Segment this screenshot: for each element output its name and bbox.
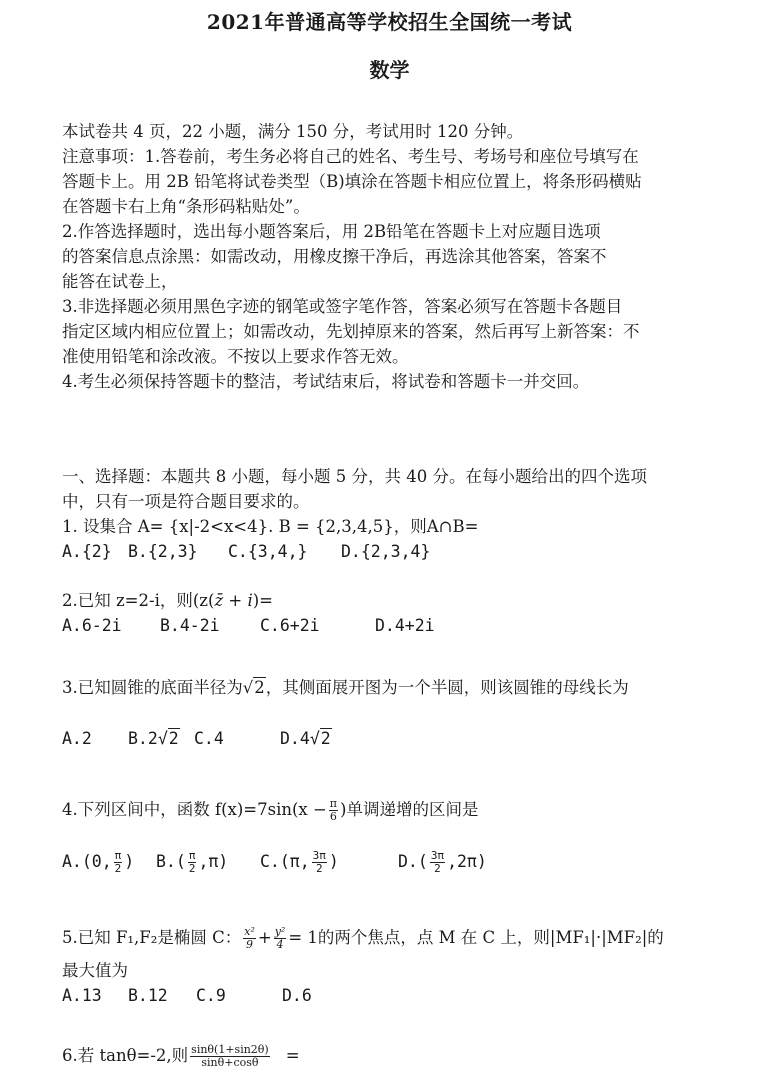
- q3-option-b: [128, 728, 194, 749]
- q4-d-pre: D.(: [398, 852, 428, 871]
- q4-option-d: [398, 850, 487, 875]
- q5-option-a: A.13: [62, 986, 102, 1005]
- q2-option-a: A.6-2i: [62, 616, 122, 635]
- q1-option-c: C.{3,4,}: [228, 542, 308, 561]
- q4-a-frac: [114, 850, 123, 875]
- q4-option-b: [156, 850, 260, 875]
- q5-f1-den: 9: [246, 938, 254, 951]
- q3-option-d-sqrt: √2: [309, 729, 331, 748]
- question-2-stem: [62, 591, 273, 611]
- q1-option-d: D.{2,3,4}: [341, 542, 431, 561]
- section-heading-line-2: 中，只有一项是符合题目要求的。: [62, 492, 310, 511]
- q3-option-b-pre: B.2: [128, 729, 158, 748]
- q4-c-den: 2: [315, 862, 323, 875]
- q4-stem-post: )单调递增的区间是: [340, 800, 479, 819]
- q5-option-c: C.9: [196, 986, 226, 1005]
- q5-plus: +: [257, 928, 272, 947]
- q5-f2-den: 4: [276, 938, 284, 951]
- q4-c-post: ): [328, 852, 339, 871]
- notice-line-6: 的答案信息点涂黑：如需改动，用橡皮擦干净后，再选涂其他答案，答案不: [62, 247, 607, 266]
- notice-line-9: 指定区域内相应位置上；如需改动，先划掉原来的答案，然后再写上新答案：不: [62, 322, 640, 341]
- question-5-options: [62, 986, 312, 1006]
- q5-option-d: D.6: [282, 986, 312, 1005]
- q4-b-den: 2: [188, 862, 196, 875]
- q1-option-b: B.{2,3}: [128, 542, 198, 561]
- q4-a-post: ): [124, 852, 135, 871]
- question-5-stem: [62, 926, 664, 951]
- question-2-options: [62, 616, 435, 636]
- q4-stem-pre: 4.下列区间中，函数 f(x)=7sin(x −: [62, 800, 327, 819]
- q5-frac-x: [243, 926, 256, 951]
- q4-frac-den: 6: [329, 810, 337, 823]
- notice-line-4: 在答题卡右上角“条形码粘贴处”。: [62, 197, 310, 216]
- exam-subject: 数学: [369, 58, 410, 82]
- notice-line-2: 注意事项：1.答卷前，考生务必将自己的姓名、考生号、考场号和座位号填写在: [62, 147, 639, 166]
- notice-line-10: 准使用铅笔和涂改液。不按以上要求作答无效。: [62, 347, 409, 366]
- q3-option-d: [280, 728, 332, 749]
- q1-option-a: A.{2}: [62, 542, 112, 561]
- q4-c-num: 3π: [312, 849, 326, 862]
- question-4-options: [62, 850, 487, 875]
- q6-stem-post: =: [285, 1046, 300, 1065]
- q3-option-b-sqrt: √2: [157, 729, 179, 748]
- question-6-stem: [62, 1044, 300, 1069]
- q2-option-d: D.4+2i: [375, 616, 435, 635]
- q6-frac-den: sinθ+cosθ: [201, 1056, 259, 1069]
- q3-stem-post: ，其侧面展开图为一个半圆，则该圆锥的母线长为: [265, 678, 629, 697]
- q3-stem-pre: 3.已知圆锥的底面半径为: [62, 678, 243, 697]
- q4-d-post: ,2π): [447, 852, 487, 871]
- q3-option-a: A.2: [62, 729, 92, 748]
- notice-line-3: 答题卡上。用 2B 铅笔将试卷类型（B)填涂在答题卡相应位置上，将条形码横贴: [62, 172, 642, 191]
- q4-c-frac: [312, 850, 327, 875]
- q4-option-c: [260, 850, 398, 875]
- notice-line-8: 3.非选择题必须用黑色字迹的钢笔或签字笔作答，答案必须写在答题卡各题目: [62, 297, 623, 316]
- q4-d-num: 3π: [430, 849, 445, 862]
- question-3-options: [62, 728, 332, 749]
- q4-a-num: π: [114, 849, 122, 862]
- notice-line-7: 能答在试卷上，: [62, 272, 178, 291]
- question-1-stem: 1. 设集合 A= {x|-2<x<4}. B = {2,3,4,5}，则A∩B=: [62, 517, 479, 536]
- q6-stem-pre: 6.若 tanθ=-2,则: [62, 1046, 189, 1065]
- q4-option-a: [62, 850, 156, 875]
- question-1-options: [62, 542, 430, 562]
- q4-b-num: π: [188, 849, 196, 862]
- q5-stem-post: = 1的两个焦点，点 M 在 C 上，则|MF₁|·|MF₂|的: [288, 928, 664, 947]
- q5-f2-num: y²: [274, 925, 286, 938]
- question-5-stem-line-2: 最大值为: [62, 961, 128, 980]
- q4-d-den: 2: [434, 862, 441, 875]
- section-heading-line-1: 一、选择题：本题共 8 小题，每小题 5 分，共 40 分。在每小题给出的四个选项: [62, 467, 647, 486]
- q3-sqrt-radicand: 2: [254, 678, 265, 697]
- q6-frac: [190, 1044, 270, 1069]
- q4-a-den: 2: [114, 862, 122, 875]
- q3-option-d-pre: D.4: [280, 729, 310, 748]
- q5-frac-y: [274, 926, 287, 951]
- q5-f1-num: x²: [244, 925, 255, 938]
- q2-option-b: B.4-2i: [160, 616, 220, 635]
- q4-b-frac: [188, 850, 197, 875]
- q2-stem-mid: z̄ + i: [214, 591, 253, 610]
- notice-line-1: 本试卷共 4 页，22 小题，满分 150 分，考试用时 120 分钟。: [62, 122, 524, 141]
- q4-d-frac: [430, 850, 445, 875]
- q4-a-pre: A.(0,: [62, 852, 112, 871]
- q2-stem-pre: 2.已知 z=2-i，则(z(: [62, 591, 215, 610]
- notice-line-11: 4.考生必须保持答题卡的整洁，考试结束后，将试卷和答题卡一并交回。: [62, 372, 590, 391]
- q4-stem-frac: [329, 798, 338, 823]
- q4-frac-num: π: [329, 797, 338, 810]
- question-3-stem: [62, 678, 629, 698]
- q3-option-d-radicand: 2: [320, 729, 331, 748]
- q3-sqrt: √2: [242, 678, 265, 697]
- q5-option-b: B.12: [128, 986, 168, 1005]
- q2-stem-post: )=: [252, 591, 273, 610]
- q4-c-pre: C.(π,: [260, 852, 310, 871]
- exam-title: 2021年普通高等学校招生全国统一考试: [206, 10, 573, 34]
- q2-option-c: C.6+2i: [260, 616, 320, 635]
- q6-frac-num: sinθ(1+sin2θ): [191, 1043, 269, 1056]
- q4-b-pre: B.(: [156, 852, 186, 871]
- q3-option-c: C.4: [194, 729, 224, 748]
- notice-line-5: 2.作答选择题时，选出每小题答案后，用 2B铅笔在答题卡上对应题目选项: [62, 222, 601, 241]
- question-4-stem: [62, 798, 478, 823]
- q4-b-post: ,π): [198, 852, 229, 871]
- q3-option-b-radicand: 2: [168, 729, 179, 748]
- q5-stem-pre: 5.已知 F₁,F₂是椭圆 C：: [62, 928, 242, 947]
